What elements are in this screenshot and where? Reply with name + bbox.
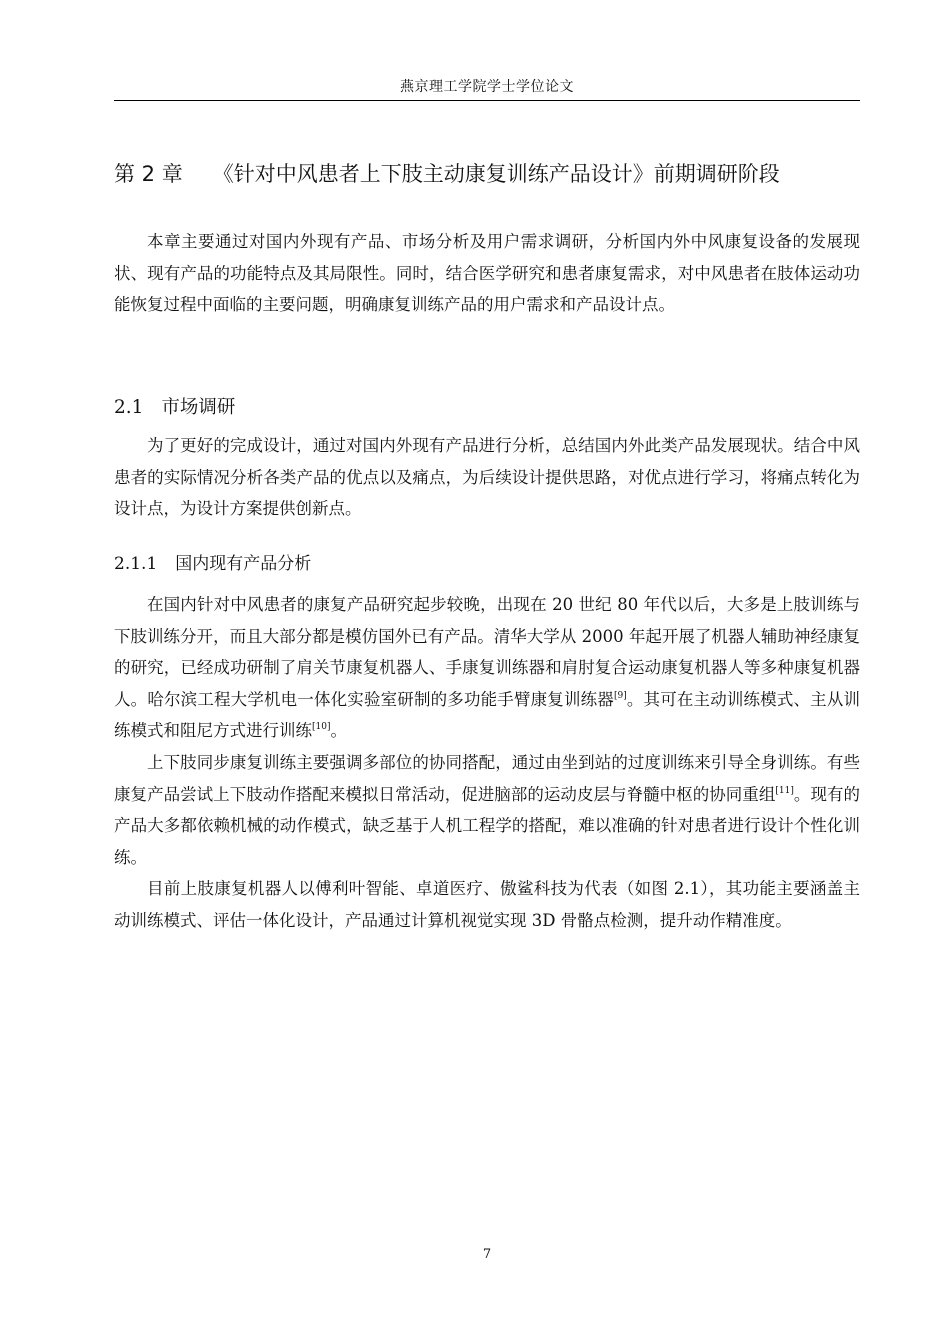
citation-ref: [10]: [312, 722, 331, 732]
paragraph-text: 。其可在主动训练模式、主从训练模式和阻尼方式进行训练: [114, 689, 861, 740]
paragraph-domestic-products: [114, 589, 860, 747]
paragraph-text: 上下肢同步康复训练主要强调多部位的协同搭配，通过由坐到站的过度训练来引导全身训练。有些康复产品尝试上下肢动作搭配来模拟日常活动，促进脑部的运动皮层与脊髓中枢的协同重组: [114, 753, 860, 804]
paragraph-text: 。现有的产品大多都依赖机械的动作模式，缺乏基于人机工程学的搭配，难以准确的针对患者进行设计个性化训练。: [114, 784, 861, 867]
chapter-number: 第 2 章: [114, 162, 183, 186]
chapter-title: [114, 158, 860, 188]
citation-ref: [9]: [613, 690, 627, 701]
paragraph-text: 。: [330, 721, 347, 740]
section-number: 2.1: [114, 397, 144, 418]
subsection-title: 国内现有产品分析: [175, 554, 312, 574]
section-2-1-paragraph: 为了更好的完成设计，通过对国内外现有产品进行分析，总结国内外此类产品发展现状。结合中风患者的实际情况分析各类产品的优点以及痛点，为后续设计提供思路，对优点进行学习，将痛点转化为设计点，为设计方案提供创新点。: [114, 436, 860, 518]
paragraph-upper-limb-robots: 目前上肢康复机器人以傅利叶智能、卓道医疗、傲鲨科技为代表（如图 2.1），其功能主要涵盖主动训练模式、评估一体化设计，产品通过计算机视觉实现 3D 骨骼点检测，提升动作精准度。: [114, 879, 860, 930]
page-header: 燕京理工学院学士学位论文: [400, 79, 574, 95]
citation-ref: [11]: [775, 785, 794, 796]
page-number: 7: [482, 1247, 492, 1262]
chapter-intro-paragraph: 本章主要通过对国内外现有产品、市场分析及用户需求调研，分析国内外中风康复设备的发展现状、现有产品的功能特点及其局限性。同时，结合医学研究和患者康复需求，对中风患者在肢体运动功能恢复过程中面临的主要问题，明确康复训练产品的用户需求和产品设计点。: [114, 232, 860, 314]
paragraph-synchronous-training: [114, 747, 860, 873]
header-rule: [114, 100, 860, 101]
subsection-number: 2.1.1: [114, 554, 158, 574]
chapter-title-text: 《针对中风患者上下肢主动康复训练产品设计》前期调研阶段: [212, 162, 780, 186]
section-2-1-heading: [114, 393, 235, 419]
paragraph-text: 在国内针对中风患者的康复产品研究起步较晚，出现在 20 世纪 80 年代以后，大多是上肢训练与下肢训练分开，而且大部分都是模仿国外已有产品。清华大学从 2000 年起开展了机器人辅助神经康复的研究，已经成功研制了肩关节康复机器人、手康复训练器和肩肘复合运动康复机器人等多种康复机器人。哈尔滨工程大学机电一体化实验室研制的多功能手臂康复训练器: [114, 595, 860, 709]
section-2-1-1-heading: [114, 549, 311, 574]
section-title: 市场调研: [161, 397, 236, 418]
